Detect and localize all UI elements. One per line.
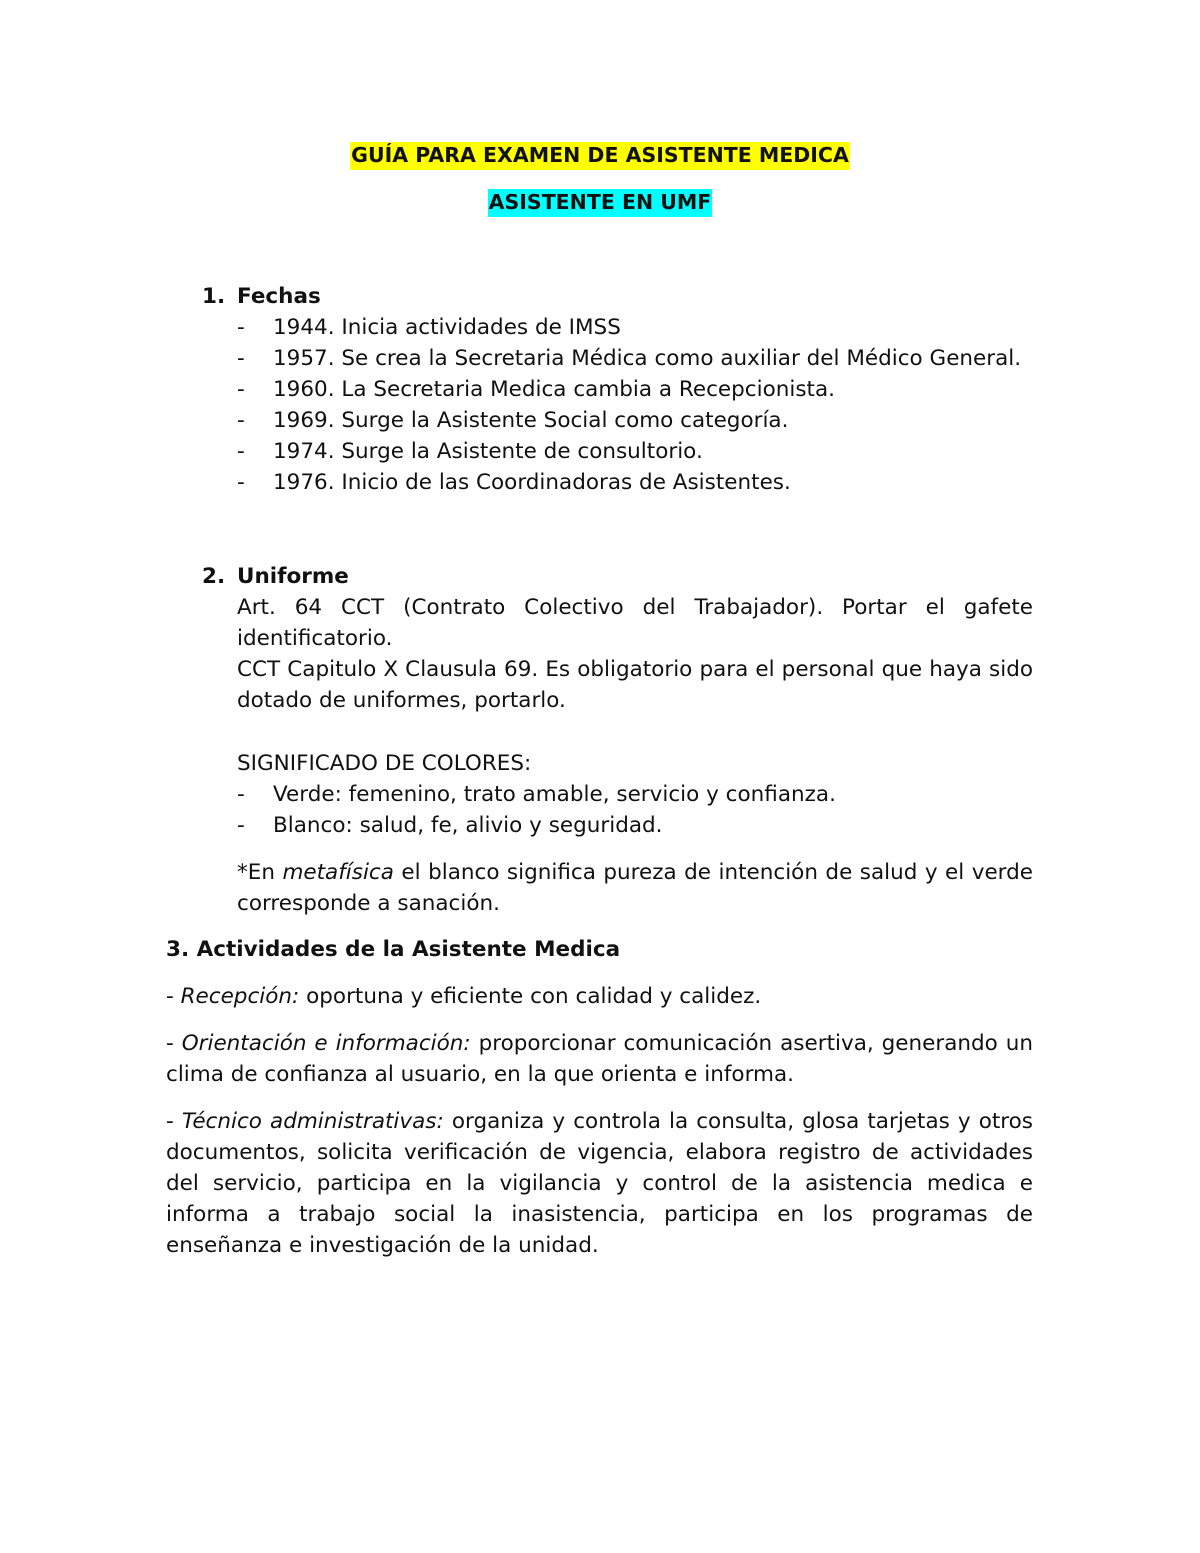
uniform-paragraph-1: Art. 64 CCT (Contrato Colectivo del Trabajador). Portar el gafete identificatorio. bbox=[237, 595, 1033, 651]
list-item: - 1976. Inicio de las Coordinadoras de Asistentes. bbox=[237, 470, 791, 495]
section-1-number: 1. bbox=[202, 284, 226, 309]
document-subtitle bbox=[0, 187, 1200, 218]
colors-heading: SIGNIFICADO DE COLORES: bbox=[237, 751, 532, 776]
activity-reception: - Recepción: oportuna y eficiente con calidad y calidez. bbox=[166, 984, 762, 1009]
section-1-heading: Fechas bbox=[237, 284, 321, 309]
activity-orientation: - Orientación e información: proporcionar comunicación asertiva, generando un clima de confianza al usuario, en la que orienta e informa. bbox=[166, 1031, 1033, 1087]
list-item: - 1974. Surge la Asistente de consultorio. bbox=[237, 439, 703, 464]
uniform-paragraph-2: CCT Capitulo X Clausula 69. Es obligatorio para el personal que haya sido dotado de uniformes, portarlo. bbox=[237, 657, 1033, 713]
colors-list bbox=[237, 779, 1033, 841]
list-item: - Verde: femenino, trato amable, servicio y confianza. bbox=[237, 782, 836, 807]
list-item: - 1944. Inicia actividades de IMSS bbox=[237, 315, 621, 340]
list-item: - 1969. Surge la Asistente Social como categoría. bbox=[237, 408, 789, 433]
document-title bbox=[0, 140, 1200, 171]
activity-administrative: - Técnico administrativas: organiza y controla la consulta, glosa tarjetas y otros documentos, solicita verificación de vigencia, elabora registro de actividades del servicio, participa en la vigilancia y control de la asistencia medica e informa a trabajo social la inasistencia, participa en los programas de enseñanza e investigación de la unidad. bbox=[166, 1109, 1034, 1258]
list-item: - 1957. Se crea la Secretaria Médica como auxiliar del Médico General. bbox=[237, 346, 1022, 371]
section-1-list bbox=[237, 312, 1033, 498]
section-2-number: 2. bbox=[202, 564, 226, 589]
section-3-heading: 3. Actividades de la Asistente Medica bbox=[166, 937, 621, 962]
list-item: - Blanco: salud, fe, alivio y seguridad. bbox=[237, 813, 663, 838]
list-item: - 1960. La Secretaria Medica cambia a Recepcionista. bbox=[237, 377, 835, 402]
document-title-text: GUÍA PARA EXAMEN DE ASISTENTE MEDICA bbox=[350, 142, 850, 170]
colors-note: *En metafísica el blanco significa pureza de intención de salud y el verde corresponde a sanación. bbox=[237, 860, 1034, 916]
document-subtitle-text: ASISTENTE EN UMF bbox=[488, 189, 713, 217]
section-2-heading: Uniforme bbox=[237, 564, 349, 589]
